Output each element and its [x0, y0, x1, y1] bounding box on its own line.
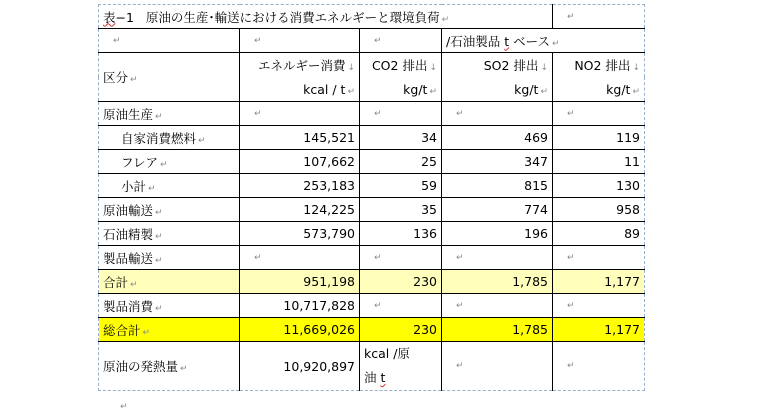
table-title — [99, 5, 553, 29]
heat-unit-t: t — [380, 370, 386, 385]
cell-end-mark: ↵ — [155, 207, 163, 218]
cell-no2: 958 — [553, 198, 645, 222]
cell-co2: 34 — [360, 126, 442, 150]
cell-end-mark: ↵ — [442, 342, 553, 391]
row-label: 製品輸送 ↵ — [99, 246, 240, 270]
unit-note-tail: ベース — [513, 33, 550, 49]
line-break-mark: ↓ — [540, 63, 548, 73]
title-prefix: 表 — [103, 9, 116, 25]
row-label: 原油輸送 ↵ — [99, 198, 240, 222]
cell-end-mark: ↵ — [155, 303, 163, 314]
cell-end-mark: ↵ — [155, 111, 163, 122]
cell-end-mark: ↵ — [99, 29, 240, 53]
row-label: 製品消費 ↵ — [99, 294, 240, 318]
unit-energy: kcal / t ↵ — [240, 77, 360, 102]
line-break-mark: ↓ — [347, 63, 355, 73]
cell-end-mark: ↵ — [553, 294, 645, 318]
heat-unit-line1: kcal /原 — [364, 346, 410, 361]
row-label: 総合計 ↵ — [99, 318, 240, 342]
row-label: 原油の発熱量 ↵ — [99, 342, 240, 391]
cell-no2: 11 — [553, 150, 645, 174]
cell-end-mark: ↵ — [360, 294, 442, 318]
total-row — [99, 270, 645, 294]
cell-end-mark: ↵ — [429, 86, 437, 97]
cell-co2: 59 — [360, 174, 442, 198]
cell-co2: 35 — [360, 198, 442, 222]
cell-end-mark: ↵ — [155, 231, 163, 242]
cell-so2: 347 — [442, 150, 553, 174]
cell-co2: 230 — [360, 270, 442, 294]
unit-co2: kg/t ↵ — [360, 77, 442, 102]
cell-end-mark: ↵ — [142, 327, 151, 338]
cell-energy: 573,790 — [240, 222, 360, 246]
header-no2: NO2 排出 ↓ — [553, 53, 645, 78]
header-so2: SO2 排出 ↓ — [442, 53, 553, 78]
cell-end-mark: ↵ — [130, 279, 138, 290]
cell-energy: 124,225 — [240, 198, 360, 222]
cell-no2: 130 — [553, 174, 645, 198]
cell-end-mark: ↵ — [240, 246, 360, 270]
title-suffix: −1 — [115, 9, 134, 25]
table-row — [99, 150, 645, 174]
row-label: 小計 ↵ — [99, 174, 240, 198]
cell-so2: 196 — [442, 222, 553, 246]
table-row — [99, 102, 645, 126]
cell-energy: 145,521 — [240, 126, 360, 150]
unit-note — [442, 29, 645, 53]
table-row — [99, 126, 645, 150]
cell-end-mark: ↵ — [240, 102, 360, 126]
cell-co2: 230 — [360, 318, 442, 342]
cell-so2: 1,785 — [442, 270, 553, 294]
header-category-label: 区分 — [103, 70, 129, 85]
cell-no2: 1,177 — [553, 270, 645, 294]
unit-note-t: t — [504, 33, 510, 49]
cell-heat-unit — [360, 342, 442, 391]
cell-end-mark: ↵ — [148, 183, 156, 194]
cell-so2: 774 — [442, 198, 553, 222]
cell-end-mark: ↵ — [360, 29, 442, 53]
cell-end-mark: ↵ — [442, 294, 553, 318]
cell-end-mark: ↵ — [160, 159, 168, 170]
cell-no2: 119 — [553, 126, 645, 150]
title-text: 原油の生産･輸送における消費エネルギーと環境負荷 — [145, 9, 440, 25]
header-category — [99, 53, 240, 102]
cell-end-mark: ↵ — [130, 75, 138, 85]
cell-energy: 253,183 — [240, 174, 360, 198]
title-row — [99, 5, 645, 29]
cell-end-mark: ↵ — [360, 246, 442, 270]
header-co2: CO2 排出 ↓ — [360, 53, 442, 78]
cell-end-mark: ↵ — [441, 14, 450, 25]
cell-no2: 89 — [553, 222, 645, 246]
header-energy: エネルギー消費 ↓ — [240, 53, 360, 78]
unit-note-text: /石油製品 — [446, 33, 501, 49]
cell-so2: 469 — [442, 126, 553, 150]
row-label: 自家消費燃料 ↵ — [99, 126, 240, 150]
heat-value-row — [99, 342, 645, 391]
cell-energy: 951,198 — [240, 270, 360, 294]
cell-end-mark: ↵ — [442, 102, 553, 126]
table-row — [99, 174, 645, 198]
cell-end-mark: ↵ — [347, 86, 355, 97]
row-label: 石油精製 ↵ — [99, 222, 240, 246]
cell-energy: 10,717,828 — [240, 294, 360, 318]
row-label: 原油生産 ↵ — [99, 102, 240, 126]
line-break-mark: ↓ — [429, 63, 437, 73]
cell-energy: 11,669,026 — [240, 318, 360, 342]
cell-so2: 815 — [442, 174, 553, 198]
emission-table — [98, 4, 645, 391]
header-row — [99, 53, 645, 78]
unit-no2: kg/t ↵ — [553, 77, 645, 102]
row-label: フレア ↵ — [99, 150, 240, 174]
cell-so2: 1,785 — [442, 318, 553, 342]
cell-energy: 107,662 — [240, 150, 360, 174]
cell-end-mark: ↵ — [360, 102, 442, 126]
cell-no2: 1,177 — [553, 318, 645, 342]
table-row — [99, 294, 645, 318]
cell-end-mark: ↵ — [540, 86, 548, 97]
table-row — [99, 222, 645, 246]
cell-end-mark: ↵ — [155, 255, 163, 266]
cell-end-mark: ↵ — [553, 5, 645, 29]
cell-end-mark: ↵ — [198, 135, 206, 146]
cell-heat-value: 10,920,897 — [240, 342, 360, 391]
heat-unit-line2: 油 — [364, 370, 377, 385]
line-break-mark: ↓ — [632, 63, 640, 73]
cell-end-mark: ↵ — [553, 342, 645, 391]
row-label: 合計 ↵ — [99, 270, 240, 294]
cell-end-mark: ↵ — [442, 246, 553, 270]
paragraph-mark: ↵ — [120, 402, 128, 412]
cell-end-mark: ↵ — [180, 364, 188, 374]
cell-co2: 136 — [360, 222, 442, 246]
cell-end-mark: ↵ — [551, 38, 560, 49]
table-row — [99, 246, 645, 270]
cell-end-mark: ↵ — [553, 102, 645, 126]
cell-end-mark: ↵ — [632, 86, 640, 97]
cell-end-mark: ↵ — [240, 29, 360, 53]
table-row — [99, 198, 645, 222]
unit-note-row — [99, 29, 645, 53]
unit-so2: kg/t ↵ — [442, 77, 553, 102]
grand-total-row — [99, 318, 645, 342]
cell-end-mark: ↵ — [553, 246, 645, 270]
cell-co2: 25 — [360, 150, 442, 174]
